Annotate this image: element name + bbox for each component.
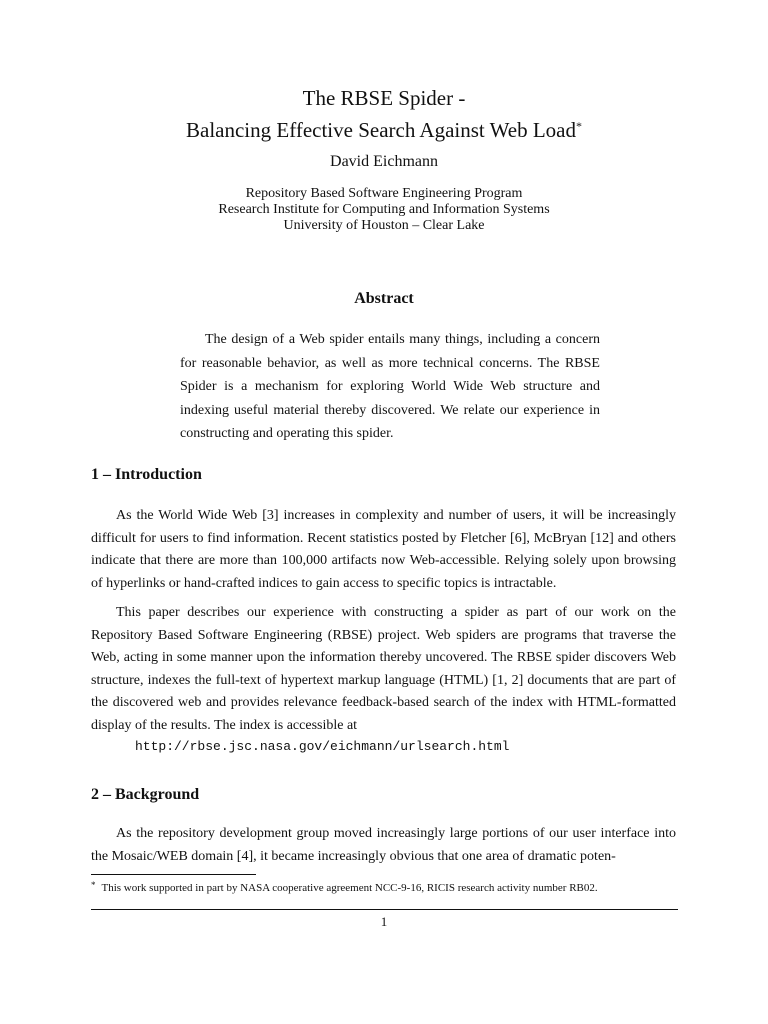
paper-title-line-1: The RBSE Spider - [302, 86, 466, 110]
introduction-paragraph-1: As the World Wide Web [3] increases in complexity and number of users, it will be increasingly difficult for users to find information. Recent statistics posted by Fletcher [6], McBryan [12] and others indicate that there are more than 100,000 artifacts now Web-accessible. Relying solely upon browsing of hyperlinks or hand-crafted indices to gain access to specific topics is intractable. [91, 508, 676, 591]
affiliation-line-3: University of Houston – Clear Lake [283, 218, 485, 233]
paper-title-text: Balancing Effective Search Against Web Load [186, 118, 576, 142]
search-url: http://rbse.jsc.nasa.gov/eichmann/urlsearch.html [135, 739, 510, 754]
affiliation-line-1: Repository Based Software Engineering Program [245, 186, 523, 201]
section-heading-background: 2 – Background [91, 786, 200, 803]
page-footer-rule [91, 909, 678, 910]
title-footnote-mark: * [576, 119, 582, 133]
footnote-mark: * [91, 880, 96, 890]
paper-title-line-2 [0, 118, 768, 142]
footnote [91, 882, 598, 894]
page-number: 1 [380, 914, 388, 929]
introduction-paragraph-2: This paper describes our experience with constructing a spider as part of our work on the Repository Based Software Engineering (RBSE) project. Web spiders are programs that traverse the Web, acting in some manner upon the information thereby uncovered. The RBSE spider discovers Web structure, indexes the full-text of hypertext markup language (HTML) [1, 2] documents that are part of the discovered web and provides relevance feedback-based search of the index with HTML-formatted display of the results. The index is accessible at [91, 605, 676, 733]
footnote-text: This work supported in part by NASA cooperative agreement NCC-9-16, RICIS research activity number RB02. [101, 882, 598, 894]
footnote-rule [91, 874, 256, 875]
background-paragraph-1: As the repository development group moved increasingly large portions of our user interface into the Mosaic/WEB domain [4], it became increasingly obvious that one area of dramatic poten- [91, 826, 676, 864]
affiliation-line-2: Research Institute for Computing and Information Systems [218, 202, 550, 217]
author-name: David Eichmann [330, 153, 438, 170]
section-heading-introduction: 1 – Introduction [91, 466, 202, 483]
abstract-text: The design of a Web spider entails many things, including a concern for reasonable behavior, as well as more technical concerns. The RBSE Spider is a mechanism for exploring World Wide Web structure and indexing useful material thereby discovered. We relate our experience in constructing and operating this spider. [180, 332, 600, 441]
abstract-heading: Abstract [354, 290, 414, 307]
